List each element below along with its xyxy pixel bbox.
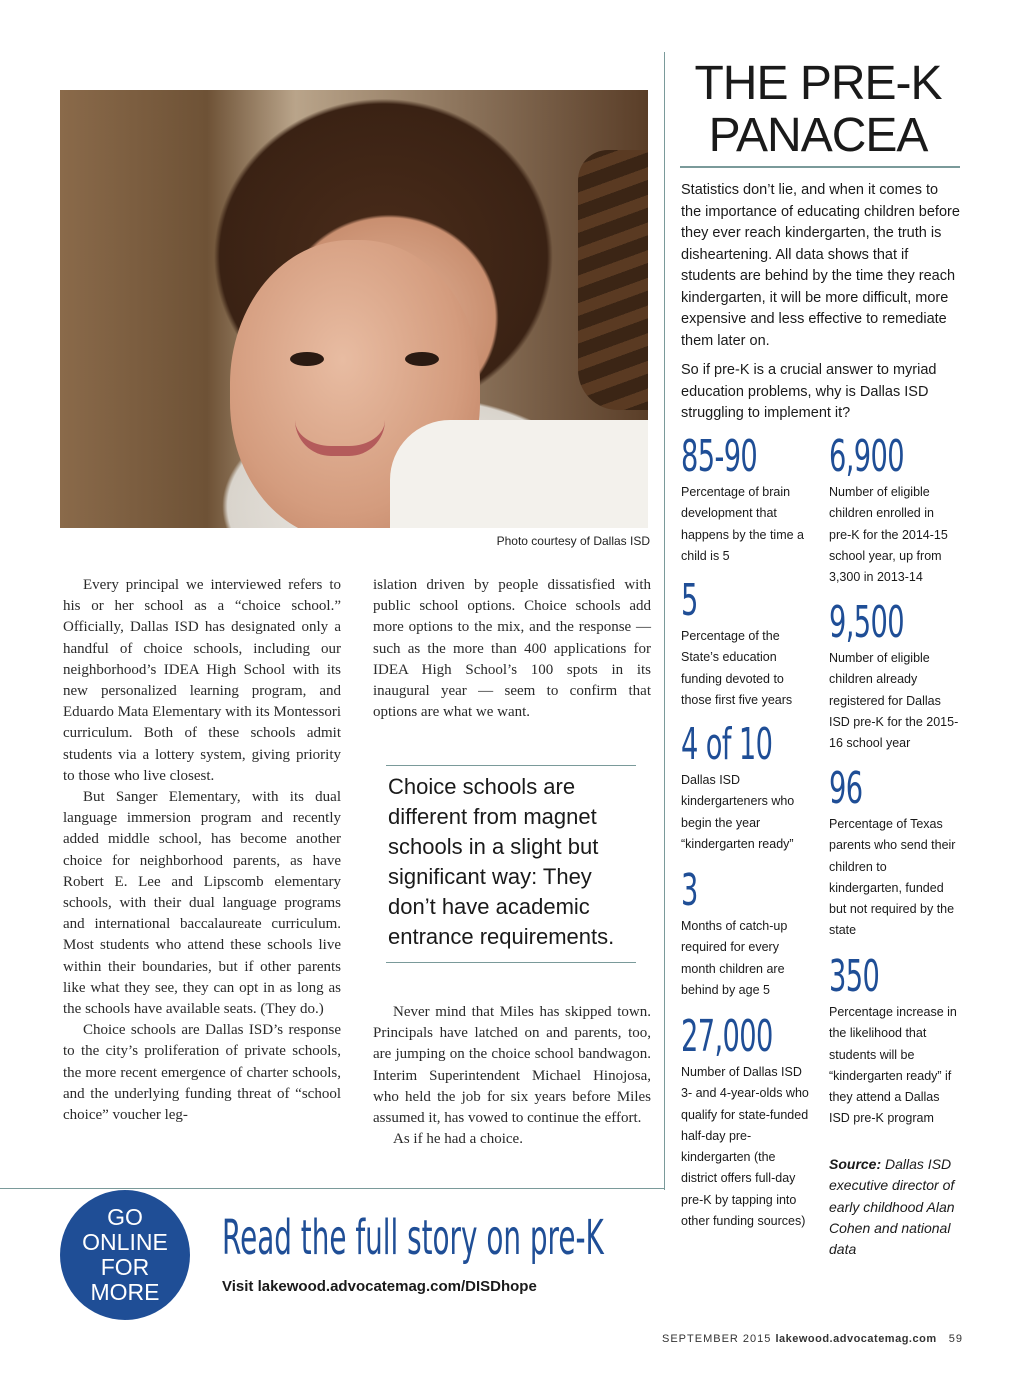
stat-description: Percentage of the State’s education funding devoted to those first five years [681,629,793,707]
stat-number: 9,500 [829,597,905,648]
stat-description: Number of eligible children already registered for Dallas ISD pre-K for the 2015-16 school year [829,651,959,751]
stat-number: 350 [829,951,880,1002]
sidebar-divider [664,52,665,1190]
stat-description: Percentage of brain development that happens by the time a child is 5 [681,485,804,563]
article-column-2-top [373,575,651,723]
stat-description: Number of Dallas ISD 3- and 4-year-olds who qualify for state-funded half-day pre-kindergarten (the district offers full-day pre-K by tapping into other funding sources) [681,1065,809,1229]
stat-number: 6,900 [829,431,905,482]
stat-catch-up-months [681,866,811,1001]
paragraph: islation driven by people dissatisfied with public school options. Choice schools add more options to the mix, and the response — such as the more than 400 applications for IDEA High School’s 100 spots in its inaugural year — seem to confirm that options are what we want. [373,577,651,721]
paragraph: But Sanger Elementary, with its dual language immersion program and recently added middle school, has become another choice for neighborhood parents, as have Robert E. Lee and Lipscomb elementary schools, with their dual language programs and international baccalaureate curriculum. Most students who attend these schools live within their boundaries, but if other parents like what they see, they can opt in as long as the schools have available seats. (They do.) [63,789,341,1018]
badge-line: FOR [100,1254,150,1280]
photo-eye-left [290,352,324,366]
footer-issue: SEPTEMBER 2015 [662,1333,772,1345]
stat-number: 27,000 [681,1011,773,1062]
stat-education-funding [681,576,811,711]
stat-description: Dallas ISD kindergarteners who begin the year “kindergarten ready” [681,773,795,851]
photo-braid [578,150,648,410]
sidebar-title-line-2: PANACEA [708,109,928,162]
stat-brain-development [681,432,811,567]
intro-paragraph: So if pre-K is a crucial answer to myriad education problems, why is Dallas ISD struggling to implement it? [681,362,937,421]
stat-description: Percentage increase in the likelihood that students will be “kindergarten ready” if they attend a Dallas ISD pre-K program [829,1005,957,1126]
footer-site: lakewood.advocatemag.com [775,1333,937,1345]
stat-number: 3 [681,865,698,916]
bottom-divider [0,1188,665,1189]
badge-line: MORE [90,1279,160,1305]
stat-number: 85-90 [681,431,758,482]
stat-kindergarten-ready [681,720,811,855]
paragraph: Every principal we interviewed refers to his or her school as a “choice school.” Officially, Dallas ISD has designated only a handful of choice schools, including our neighborhood’s IDEA High School with its new personalized learning program, and Eduardo Mata Elementary with its Montessori curriculum. Both of these schools admit students via a lottery system, giving priority to those who live closest. [63,577,341,784]
article-column-2-bottom [373,1002,651,1150]
pull-quote: Choice schools are different from magnet schools in a slight but significant way: They don’t have academic entrance requirements. [386,765,636,963]
paragraph: Never mind that Miles has skipped town. Principals have latched on and parents, too, are jumping on the choice school bandwagon. Interim Superintendent Michael Hinojosa, who held the job for six years before Miles assumed it, has vowed to continue the effort. [373,1004,651,1127]
stat-number: 96 [829,763,863,814]
source-text: Dallas ISD executive director of early childhood Alan Cohen and national data [829,1156,955,1258]
sidebar-title-line-1: THE PRE-K [694,57,942,110]
stat-registered-2015 [829,598,959,754]
article-photo [60,90,648,528]
photo-caption: Photo courtesy of Dallas ISD [496,534,650,548]
stat-texas-parents [829,764,959,942]
stat-number: 5 [681,575,698,626]
stat-qualifying-children [681,1012,811,1232]
page-number: 59 [948,1333,964,1345]
promo-link[interactable]: Visit lakewood.advocatemag.com/DISDhope [222,1278,537,1295]
sidebar-title [676,58,960,162]
stat-readiness-increase [829,952,959,1130]
stat-description: Months of catch-up required for every month children are behind by age 5 [681,919,788,997]
intro-paragraph: Statistics don’t lie, and when it comes to the importance of educating children before they ever reach kindergarten, the truth is disheartening. All data shows that if students are behind by the time they reach kindergarten, it will be more difficult, more expensive and less effective to remediate them later on. [681,182,960,349]
badge-line: GO [107,1204,143,1230]
stat-enrolled-2014 [829,432,959,588]
sidebar-title-rule [680,166,960,168]
go-online-badge [60,1190,190,1320]
promo-headline: Read the full story on pre-K [222,1210,604,1266]
paragraph: As if he had a choice. [393,1131,523,1148]
sidebar-intro [681,180,961,433]
stat-number: 4 of 10 [681,719,773,770]
paragraph: Choice schools are Dallas ISD’s response to the city’s proliferation of private schools, the more recent emergence of charter schools, and the underlying funding threat of “school choice” voucher leg- [63,1022,341,1124]
source-label: Source: [829,1156,882,1172]
photo-eye-right [405,352,439,366]
article-column-1 [63,575,341,1126]
stat-description: Number of eligible children enrolled in pre-K for the 2014-15 school year, up from 3,300 in 2013-14 [829,485,948,585]
sidebar-source [829,1154,959,1260]
photo-collar [390,420,648,528]
stat-description: Percentage of Texas parents who send their children to kindergarten, funded but not required by the state [829,817,956,938]
page-footer [662,1333,963,1345]
badge-line: ONLINE [82,1229,168,1255]
